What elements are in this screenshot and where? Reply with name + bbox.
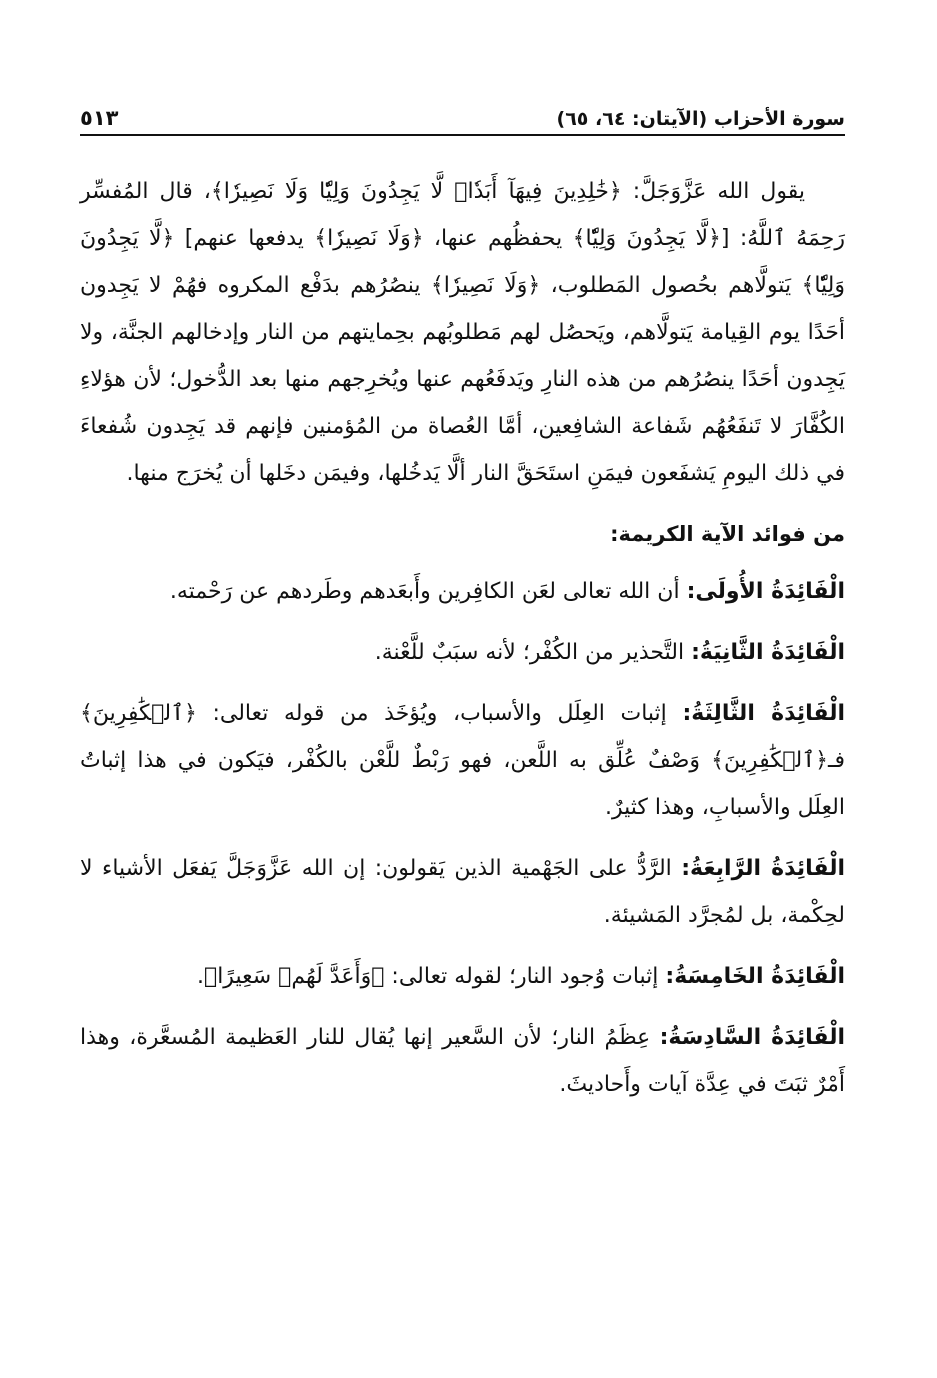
benefit-label: الْفَائِدَةُ الثَّالِثَةُ: [682, 701, 845, 726]
page-number: ٥١٣ [80, 106, 119, 130]
benefit-text: أن الله تعالى لعَن الكافِرين وأَبعَدهم وطَردهم عن رَحْمته. [169, 579, 680, 604]
benefit-6 [80, 1014, 845, 1108]
header-title: سورة الأحزاب (الآيتان: ٦٤، ٦٥) [556, 108, 845, 130]
benefits-heading: من فوائد الآية الكريمة: [610, 522, 845, 546]
benefit-label: الْفَائِدَةُ الثَّانِيَةُ: [691, 640, 845, 665]
benefit-text: إثبات وُجود النار؛ لقوله تعالى: ﴿وَأَعَدَّ لَهُمۡ سَعِيرًا﴾. [197, 964, 659, 989]
benefit-label: الْفَائِدَةُ الأُولَى: [686, 579, 845, 604]
benefit-5 [80, 953, 845, 1000]
intro-paragraph: يقول الله عَزَّوَجَلَّ: ﴿خَٰلِدِينَ فِيهَآ أَبَدٗاۖ لَّا يَجِدُونَ وَلِيّٗا وَلَا نَصِيرٗا﴾، قال المُفسِّر رَحِمَهُ ٱللَّهُ: [﴿لَّا يَجِدُونَ وَلِيّٗا﴾ يحفظُهم عنها، ﴿وَلَا نَصِيرٗا﴾ يدفعها عنهم] ﴿لَّا يَجِدُونَ وَلِيّٗا﴾ يَتولَّاهم بحُصول المَطلوب، ﴿وَلَا نَصِيرٗا﴾ ينصُرُهم بدَفْع المكروه فهُمْ لا يَجِدون أحَدًا يوم القِيامة يَتولَّاهم، ويَحصُل لهم مَطلوبُهم بحِمايتهم من النار وإدخالهم الجنَّة، ولا يَجِدون أحَدًا ينصُرُهم من هذه النارِ ويَدفَعُهم عنها ويُخرِجهم منها بعد الدُّخول؛ لأن هؤلاءِ الكُفَّارَ لا تَنفَعُهُم شَفاعة الشافِعين، أمَّا العُصاة من المُؤمنين فإنهم قد يَجِدون شُفعاءَ في ذلك اليومِ يَشفَعون فيمَنِ استَحَقَّ النار ألَّا يَدخُلها، وفيمَن دخَلها أن يُخرَج منها. [80, 179, 845, 486]
benefit-text: التَّحذير من الكُفْر؛ لأنه سبَبٌ للَّعْنة. [374, 640, 685, 665]
benefit-label: الْفَائِدَةُ الرَّابِعَةُ: [681, 856, 845, 881]
benefit-text: الرَّدُّ على الجَهْمية الذين يَقولون: إن الله عَزَّوَجَلَّ يَفعَل الأشياء لا لحِكْمة، بل لمُجرَّد المَشيئة. [80, 856, 845, 928]
benefit-text: عِظَمُ النار؛ لأن السَّعير إنها يُقال للنار العَظيمة المُسعَّرة، وهذا أَمْرٌ ثبَتَ في عِدَّة آيات وأَحاديثَ. [80, 1025, 845, 1097]
benefit-label: الْفَائِدَةُ السَّادِسَةُ: [659, 1025, 846, 1050]
benefit-label: الْفَائِدَةُ الخَامِسَةُ: [665, 964, 845, 989]
page-header [80, 96, 845, 136]
benefit-4 [80, 845, 845, 939]
benefit-3 [80, 690, 845, 831]
benefit-2 [80, 629, 845, 676]
benefit-1 [80, 568, 845, 615]
benefit-text: إثبات العِلَل والأسباب، ويُؤخَذ من قوله تعالى: ﴿ٱلۡكَٰفِرِينَ﴾ فـ﴿ٱلۡكَٰفِرِينَ﴾ وَصْفٌ عُلِّق به اللَّعن، فهو رَبْطٌ للَّعْن بالكُفْر، فيَكون في هذا إثباتُ العِلَل والأسبابِ، وهذا كثيرٌ. [80, 701, 845, 820]
page-content [80, 168, 845, 1122]
